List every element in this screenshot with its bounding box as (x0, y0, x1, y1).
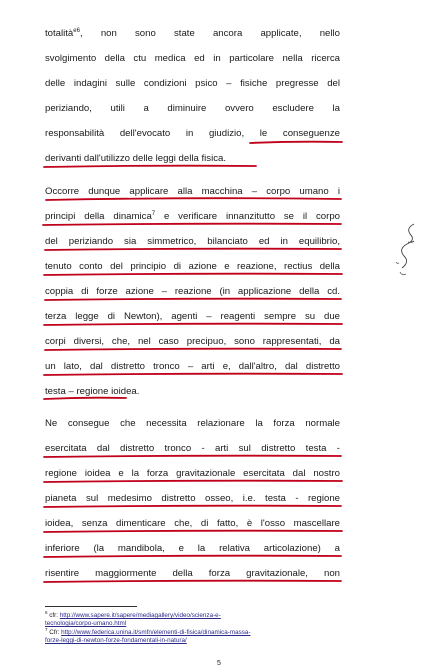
red-underline (44, 481, 342, 482)
text-line: esercitata dal distretto tronco - arti sul distretto testa - (45, 443, 340, 454)
red-underline (44, 166, 256, 167)
red-underline (44, 556, 341, 557)
page-number: 5 (217, 660, 221, 667)
text-line: terza legge di Newton), agenti – reagenti sempre su due (45, 311, 340, 322)
text-line: corpi diversi, che, nel caso precipuo, sono rappresentati, da (45, 336, 340, 347)
footnote-link[interactable]: http://www.federica.unina.it/smfn/elementi-di-fisica/dinamica-massa- (61, 629, 251, 636)
footnote-7: $^7$ Cfr: http://www.federica.unina.it/smfn/elementi-di-fisica/dinamica-massa- (45, 626, 251, 636)
handwritten-mark-icon (392, 222, 422, 282)
footnote-6: $^6$ cfr: http://www.sapere.it/sapere/mediagallery/video/scienza-e- (45, 609, 221, 619)
red-underline (44, 324, 342, 325)
text-line: un lato, dal distretto tronco – arti e, dall'altro, dal distretto (45, 361, 340, 372)
text-line: Ne consegue che necessita relazionare la forza normale (45, 418, 340, 429)
footnote-6-continued (45, 620, 345, 628)
red-underline (44, 398, 126, 399)
footnote-link[interactable]: http://www.sapere.it/sapere/mediagallery/video/scienza-e- (59, 612, 221, 619)
text-line: delle indagini sulle condizioni psico – fisiche pregresse del (45, 78, 340, 89)
footnote-link[interactable]: tecnologia/corpo-umano.html (45, 620, 127, 627)
text-line: pianeta sul medesimo distretto osseo, i.e. testa - regione (45, 493, 340, 504)
text-line: coppia di forze azione – reazione (in applicazione della cd. (45, 286, 340, 297)
text-line: principi della dinamica$^7$ e verificare innanzitutto se il corpo (45, 210, 340, 222)
red-underline (45, 249, 341, 250)
text-line: Occorre dunque applicare alla macchina – corpo umano i (45, 186, 340, 197)
red-underline (43, 224, 341, 225)
text-line: responsabilità dell'evocato in giudizio, le conseguenze (45, 128, 340, 139)
red-underline (44, 531, 342, 532)
red-underline (250, 142, 342, 143)
red-underline (45, 349, 341, 350)
text-line: del periziando sia simmetrico, bilanciato ed in equilibrio, (45, 236, 340, 247)
footnote-separator (45, 606, 137, 607)
red-underline (45, 299, 341, 300)
red-underline (44, 456, 341, 457)
red-underline (44, 374, 342, 375)
red-underline (44, 581, 341, 582)
footnote-7-continued (45, 637, 345, 645)
red-underline (44, 274, 342, 275)
text-line: derivanti dall'utilizzo delle leggi della fisica. (45, 153, 227, 164)
text-line: inferiore (la mandibola, e la relativa articolazione) a (45, 543, 340, 554)
text-line: tenuto conto del principio di azione e reazione, rectius della (45, 261, 340, 272)
text-line: periziando, utili a diminuire ovvero escludere la (45, 103, 340, 114)
text-line: totalità$^{e6}$, non sono state ancora applicate, nello (45, 27, 340, 39)
footnote-link[interactable]: forze-leggi-di-newton-forze-fondamentali-in-natura/ (45, 637, 187, 644)
red-underline (46, 198, 341, 200)
text-line: regione ioidea e la forza gravitazionale esercitata dal nostro (45, 468, 340, 479)
text-line: svolgimento della ctu medica ed in particolare nella ricerca (45, 53, 340, 64)
text-line: testa – regione ioidea. (45, 386, 140, 397)
red-underline (44, 506, 341, 507)
text-line: ioidea, senza dimenticare che, di fatto, è l'osso mascellare (45, 518, 340, 529)
text-line: risentire maggiormente della forza gravitazionale, non (45, 568, 340, 579)
